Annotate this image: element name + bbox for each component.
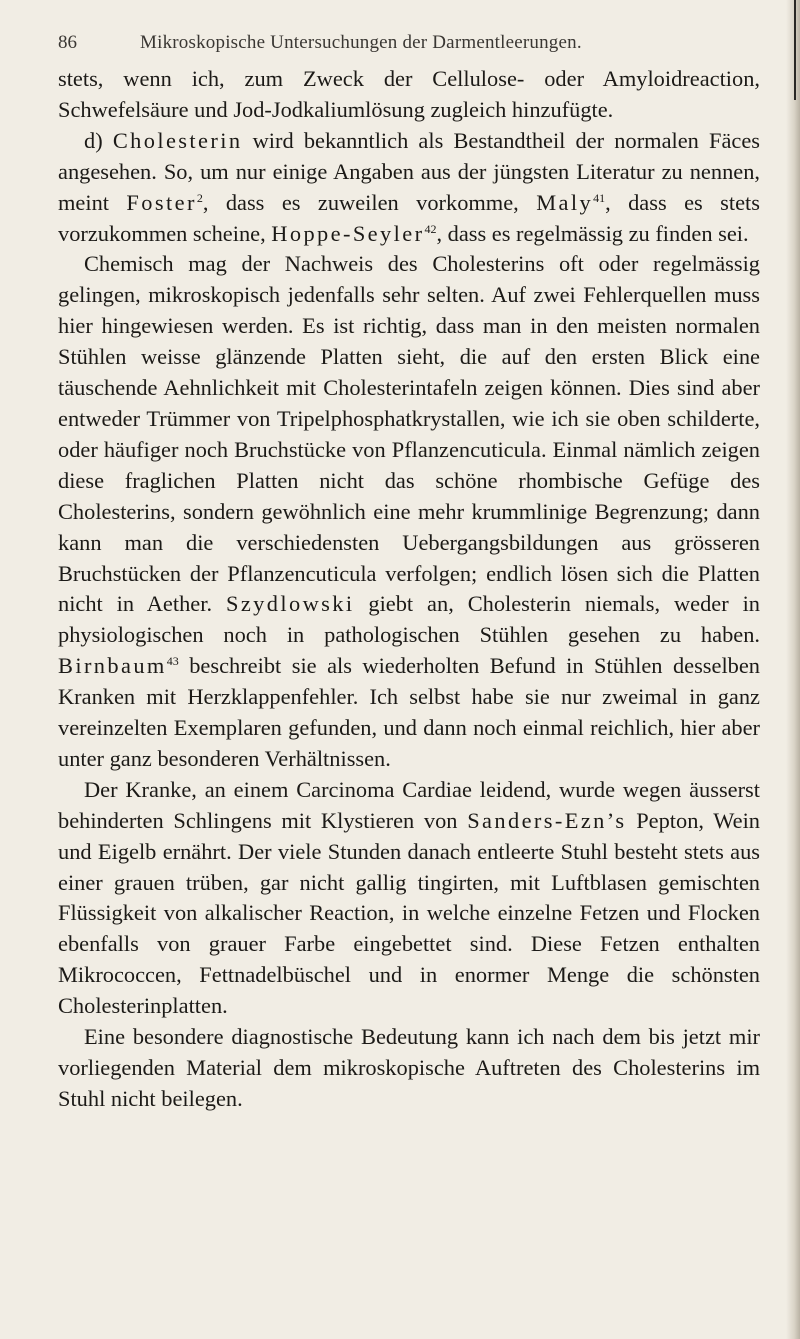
author-name: Hoppe-Seyler bbox=[271, 220, 425, 246]
body-text bbox=[58, 64, 760, 1115]
paragraph-chemisch bbox=[58, 249, 760, 774]
paragraph-text: stets, wenn ich, zum Zweck der Cellulose- oder Amyloidreaction, Schwefelsäure und Jod-Jodkaliumlösung zugleich hinzufügte. bbox=[58, 66, 760, 122]
running-title: Mikroskopische Untersuchungen der Darmentleerungen. bbox=[140, 32, 582, 53]
author-name: Birnbaum bbox=[58, 653, 167, 679]
paragraph-text: beschreibt sie als wiederholten Befund in Stühlen desselben Kranken mit Herzklappenfehler. Ich selbst habe sie nur zweimal in ganz vereinzelten Exemplaren gefunden, und dann noch einmal reichlich, hier aber unter ganz besonderen Verhältnissen. bbox=[58, 653, 760, 771]
paragraph-cholesterin bbox=[58, 126, 760, 250]
reference-number: 2 bbox=[196, 190, 203, 205]
reference-number: 42 bbox=[424, 221, 437, 236]
paragraph-text: , dass es stets vorzukommen scheine, bbox=[58, 189, 760, 246]
paragraph-kranke bbox=[58, 775, 760, 1022]
paragraph-text: giebt an, Cholesterin niemals, weder in physiologischen noch in pathologischen Stühlen gesehen zu haben. bbox=[58, 591, 761, 648]
book-page bbox=[58, 28, 760, 1115]
author-name: Maly bbox=[536, 189, 594, 215]
paragraph-text: , dass es regelmässig zu finden sei. bbox=[436, 220, 749, 246]
page-header bbox=[58, 28, 760, 64]
author-name: Sanders-Ezn’s bbox=[467, 807, 627, 833]
section-heading: Cholesterin bbox=[112, 127, 243, 153]
section-marker: d) bbox=[84, 127, 113, 153]
paragraph-text: Chemisch mag der Nachweis des Cholesterins oft oder regelmässig gelingen, mikroskopisch jedenfalls sehr selten. Auf zwei Fehlerquellen muss hier hingewiesen werden. Es ist richtig, dass man in den meisten normalen Stühlen weisse glänzende Platten sieht, die auf den ersten Blick eine täuschende Aehnlichkeit mit Cholesterintafeln zeigen können. Dies sind aber entweder Trümmer von Tripelphosphatkrystallen, wie ich sie oben schilderte, oder häufiger noch Bruchstücke von Pflanzencuticula. Einmal nämlich zeigen diese fraglichen Platten nicht das schöne rhombische Gefüge des Cholesterins, sondern gewöhnlich eine mehr krummlinige Begrenzung; dann kann man die verschiedensten Uebergangsbildungen aus grösseren Bruchstücken der Pflanzencuticula verfolgen; endlich lösen sich die Platten nicht in Aether. bbox=[58, 251, 760, 617]
author-name: Szydlowski bbox=[225, 591, 355, 617]
reference-number: 41 bbox=[593, 190, 606, 205]
page-edge-shadow bbox=[786, 0, 800, 1339]
paragraph-continuation bbox=[58, 64, 760, 126]
paragraph-bedeutung bbox=[58, 1022, 760, 1115]
paragraph-text: Der Kranke, an einem Carcinoma Cardiae leidend, wurde wegen äusserst behinderten Schlingens mit Klystieren von bbox=[58, 776, 760, 833]
paragraph-text: Eine besondere diagnostische Bedeutung kann ich nach dem bis jetzt mir vorliegenden Material dem mikroskopische Auftreten des Cholesterins im Stuhl nicht beilegen. bbox=[58, 1024, 760, 1111]
page-edge-line bbox=[794, 0, 796, 100]
author-name: Foster bbox=[126, 189, 197, 215]
reference-number: 43 bbox=[166, 654, 179, 669]
paragraph-text: Pepton, Wein und Eigelb ernährt. Der viele Stunden danach entleerte Stuhl besteht stets aus einer grauen trüben, gar nicht gallig tingirten, mit Luftblasen gemischten Flüssigkeit von alkalischer Reaction, in welche einzelne Fetzen und Flocken ebenfalls von grauer Farbe eingebettet sind. Diese Fetzen enthalten Mikrococcen, Fettnadelbüschel und in enormer Menge die schönsten Cholesterinplatten. bbox=[58, 807, 760, 1019]
paragraph-text: , dass es zuweilen vorkomme, bbox=[202, 189, 537, 215]
page-number: 86 bbox=[58, 32, 77, 53]
paragraph-text: wird bekanntlich als Bestandtheil der normalen Fäces angesehen. So, um nur einige Angaben aus der jüngsten Literatur zu nennen, meint bbox=[58, 127, 760, 215]
